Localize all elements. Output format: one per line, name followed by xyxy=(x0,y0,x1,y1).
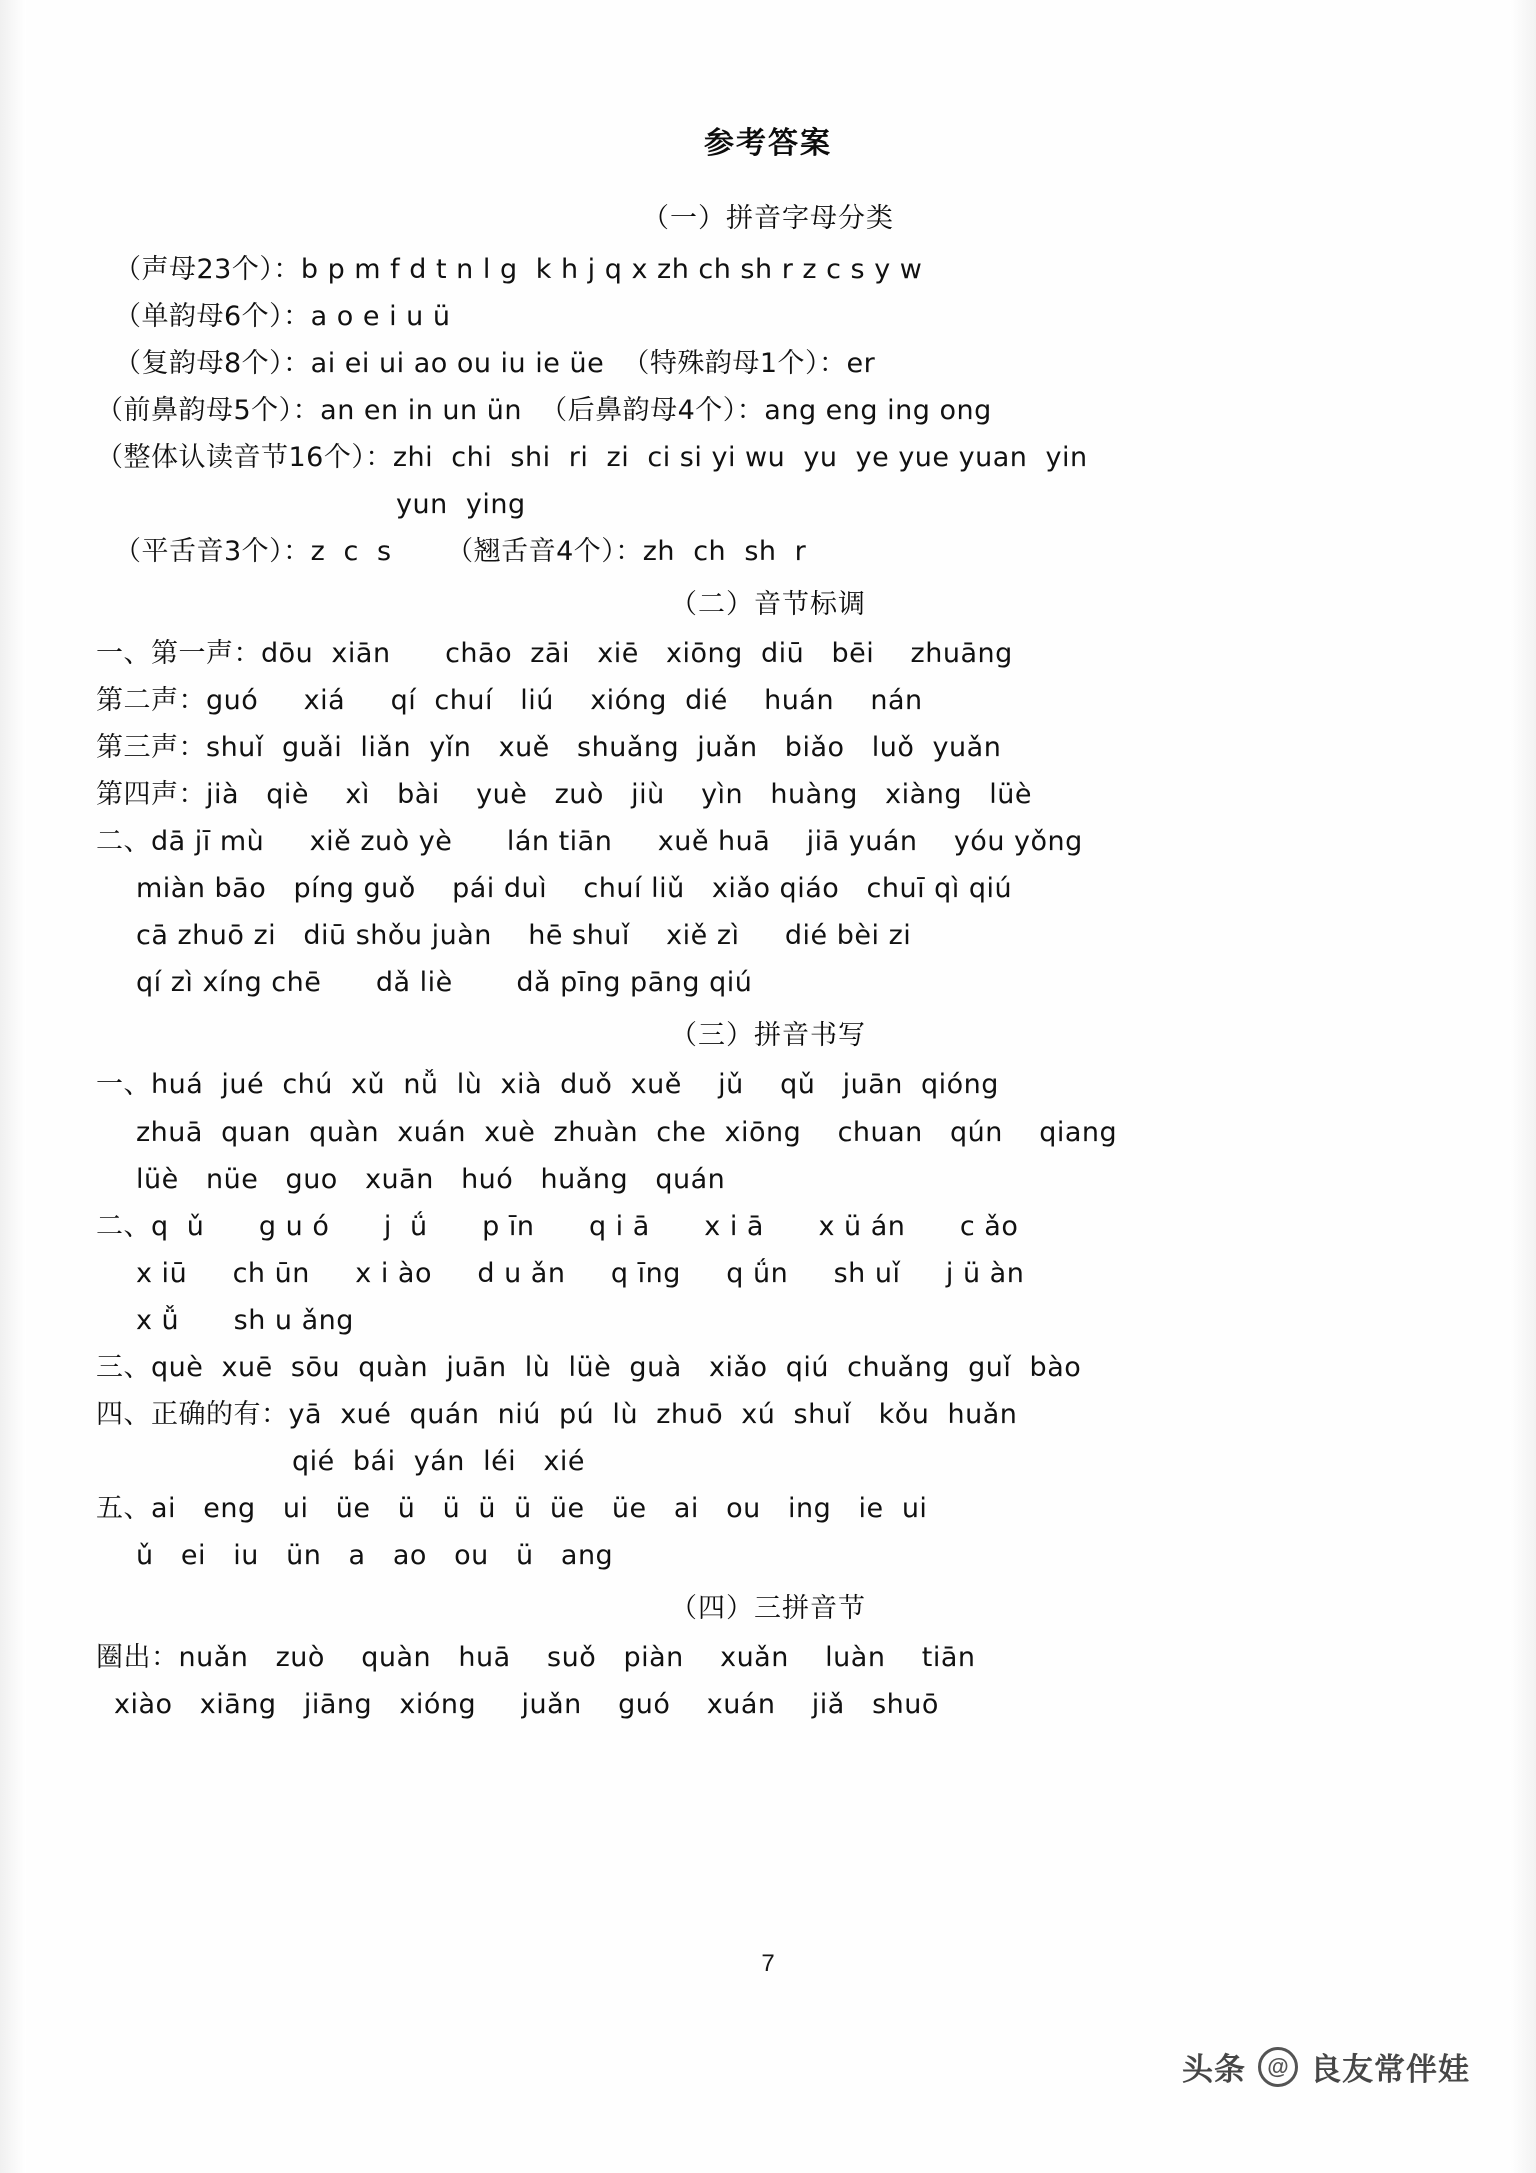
line-writing-9: qié bái yán léi xié xyxy=(292,1445,586,1477)
section-heading-three-part-syllables: （四）三拼音节 xyxy=(670,1592,866,1623)
line-danyunmu: （单韵母6个）：a o e i u ü xyxy=(114,301,451,333)
line-words-row-1: 二、dā jī mù xiě zuò yè lán tiān xuě huā jiā yuán yóu yǒng xyxy=(96,826,1083,858)
line-zhengtirendu-cont: yun ying xyxy=(396,489,526,521)
line-tone-third: 第三声：shuǐ guǎi liǎn yǐn xuě shuǎng juǎn biǎo luǒ yuǎn xyxy=(96,732,1002,764)
line-words-row-3: cā zhuō zi diū shǒu juàn hē shuǐ xiě zì dié bèi zi xyxy=(136,920,912,952)
watermark-brand: 头条 xyxy=(1182,2052,1246,2087)
line-tone-fourth: 第四声：jià qiè xì bài yuè zuò jiù yìn huàng xiàng lüè xyxy=(96,779,1032,811)
line-fuyunmu: （复韵母8个）：ai ei ui ao ou iu ie üe （特殊韵母1个）：er xyxy=(114,348,876,380)
watermark-author: 良友常伴娃 xyxy=(1310,2052,1470,2087)
line-writing-4: 二、q ǔ g u ó j ǘ p īn q i ā x i ā x ü án c ǎo xyxy=(96,1210,1019,1242)
line-writing-7: 三、què xuē sōu quàn juān lù lüè guà xiǎo qiú chuǎng guǐ bào xyxy=(96,1351,1082,1383)
at-icon: @ xyxy=(1258,2047,1298,2087)
line-pingshe-qiaoshe: （平舌音3个）：z c s （翘舌音4个）：zh ch sh r xyxy=(114,536,807,568)
section-heading-pinyin-writing: （三）拼音书写 xyxy=(670,1020,866,1051)
section-three-body xyxy=(96,1064,1440,1575)
page-title: 参考答案 xyxy=(704,127,832,160)
page-number: 7 xyxy=(761,1950,775,1977)
section-one-body xyxy=(96,249,1440,572)
line-qianbiyunmu: （前鼻韵母5个）：an en in un ün （后鼻韵母4个）：ang eng ing ong xyxy=(96,395,992,427)
line-writing-3: lüè nüe guo xuān huó huǎng quán xyxy=(136,1163,726,1195)
line-words-row-4: qí zì xíng chē dǎ liè dǎ pīng pāng qiú xyxy=(136,967,753,999)
section-heading-pinyin-classification: （一）拼音字母分类 xyxy=(642,203,894,233)
section-heading-tone-marking: （二）音节标调 xyxy=(670,589,866,620)
section-four-body xyxy=(96,1637,1440,1725)
line-circle-2: xiào xiāng jiāng xióng juǎn guó xuán jiǎ shuō xyxy=(114,1688,939,1720)
line-writing-1: 一、huá jué chú xǔ nǚ lù xià duǒ xuě jǔ qǔ juān qióng xyxy=(96,1069,999,1101)
line-tone-second: 第二声：guó xiá qí chuí liú xióng dié huán nán xyxy=(96,685,923,717)
line-writing-6: x ǚ sh u ǎng xyxy=(136,1304,354,1336)
document-content xyxy=(96,96,1440,1731)
line-writing-5: x iū ch ūn x i ào d u ǎn q īng q ǘn sh uǐ j ü àn xyxy=(136,1257,1025,1289)
line-circle-1: 圈出：nuǎn zuò quàn huā suǒ piàn xuǎn luàn tiān xyxy=(96,1641,976,1673)
line-writing-10: 五、ai eng ui üe ü ü ü ü üe üe ai ou ing ie ui xyxy=(96,1492,928,1524)
line-writing-8: 四、正确的有：yā xué quán niú pú lù zhuō xú shuǐ kǒu huǎn xyxy=(96,1398,1018,1430)
watermark xyxy=(1182,2044,1470,2089)
section-two-body xyxy=(96,633,1440,1003)
line-writing-11: ǔ ei iu ün a ao ou ü ang xyxy=(136,1539,614,1571)
line-zhengtirendu: （整体认读音节16个）：zhi chi shi ri zi ci si yi wu yu ye yue yuan yin xyxy=(96,442,1088,474)
line-words-row-2: miàn bāo píng guǒ pái duì chuí liǔ xiǎo qiáo chuī qì qiú xyxy=(136,873,1013,905)
line-writing-2: zhuā quan quàn xuán xuè zhuàn che xiōng chuan qún qiang xyxy=(136,1116,1118,1148)
line-shengmu: （声母23个）：b p m f d t n l g k h j q x zh ch sh r z c s y w xyxy=(114,254,923,285)
line-tone-first: 一、第一声：dōu xiān chāo zāi xiē xiōng diū bēi zhuāng xyxy=(96,638,1013,670)
